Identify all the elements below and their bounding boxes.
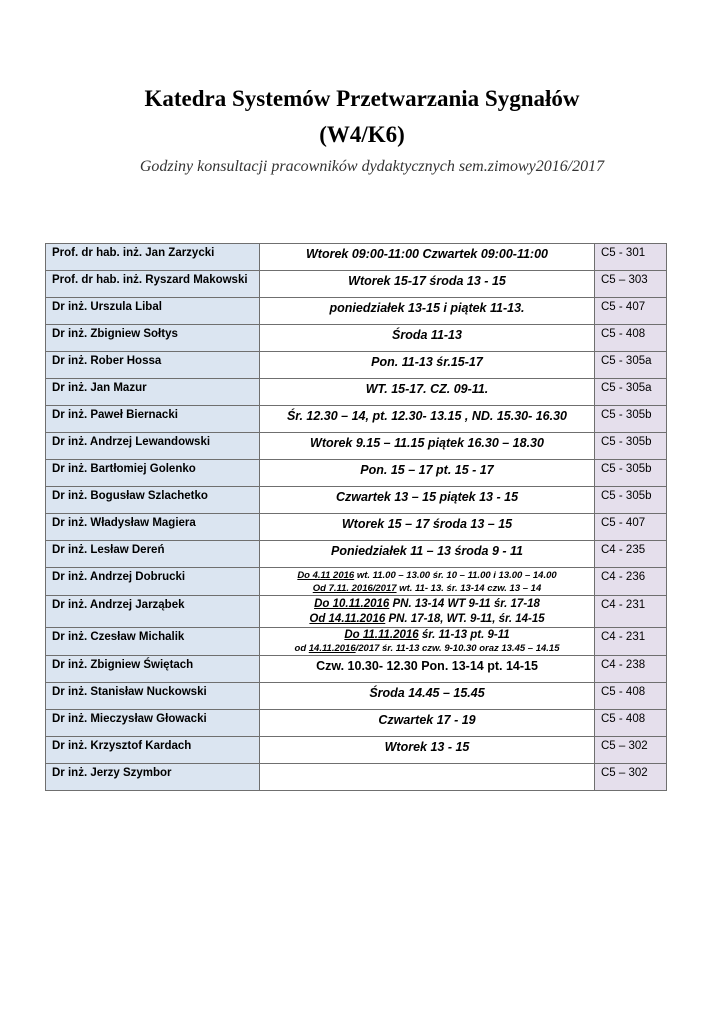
staff-name: Dr inż. Urszula Libal bbox=[46, 298, 260, 325]
staff-name: Dr inż. Bartłomiej Golenko bbox=[46, 460, 260, 487]
staff-name: Dr inż. Zbigniew Sołtys bbox=[46, 325, 260, 352]
staff-name: Dr inż. Czesław Michalik bbox=[46, 628, 260, 656]
table-row bbox=[46, 271, 667, 298]
room-number: C4 - 235 bbox=[595, 541, 667, 568]
room-number: C5 – 303 bbox=[595, 271, 667, 298]
table-row bbox=[46, 628, 667, 656]
consultation-hours: WT. 15-17. CZ. 09-11. bbox=[260, 379, 595, 406]
table-row bbox=[46, 656, 667, 683]
room-number: C5 - 305b bbox=[595, 487, 667, 514]
room-number: C5 - 305b bbox=[595, 433, 667, 460]
staff-name: Dr inż. Krzysztof Kardach bbox=[46, 737, 260, 764]
hours-period-prefix: od bbox=[294, 643, 309, 654]
staff-name: Dr inż. Andrzej Jarząbek bbox=[46, 596, 260, 628]
hours-period-start: Do 11.11.2016 bbox=[344, 629, 419, 641]
room-number: C5 - 408 bbox=[595, 710, 667, 737]
consultation-hours: Wtorek 9.15 – 11.15 piątek 16.30 – 18.30 bbox=[260, 433, 595, 460]
staff-name: Dr inż. Andrzej Dobrucki bbox=[46, 568, 260, 596]
consultation-hours bbox=[260, 764, 595, 791]
table-row bbox=[46, 352, 667, 379]
table-row bbox=[46, 710, 667, 737]
staff-name: Dr inż. Paweł Biernacki bbox=[46, 406, 260, 433]
table-row bbox=[46, 325, 667, 352]
consultation-hours: Śr. 12.30 – 14, pt. 12.30- 13.15 , ND. 15.30- 16.30 bbox=[260, 406, 595, 433]
hours-period-detail: PN. 13-14 WT 9-11 śr. 17-18 bbox=[389, 598, 540, 610]
room-number: C4 - 238 bbox=[595, 656, 667, 683]
room-number: C5 - 407 bbox=[595, 298, 667, 325]
staff-name: Dr inż. Mieczysław Głowacki bbox=[46, 710, 260, 737]
room-number: C5 - 305a bbox=[595, 379, 667, 406]
staff-name: Dr inż. Zbigniew Świętach bbox=[46, 656, 260, 683]
consultation-hours bbox=[260, 568, 595, 596]
table-row bbox=[46, 379, 667, 406]
consultation-hours: Pon. 11-13 śr.15-17 bbox=[260, 352, 595, 379]
table-row bbox=[46, 737, 667, 764]
room-number: C5 - 408 bbox=[595, 325, 667, 352]
consultation-hours: Środa 14.45 – 15.45 bbox=[260, 683, 595, 710]
staff-name: Dr inż. Lesław Dereń bbox=[46, 541, 260, 568]
staff-name: Dr inż. Władysław Magiera bbox=[46, 514, 260, 541]
room-number: C5 - 407 bbox=[595, 514, 667, 541]
hours-period-start: Do 4.11 2016 bbox=[297, 570, 355, 581]
consultation-hours: Czwartek 17 - 19 bbox=[260, 710, 595, 737]
hours-period-detail: śr. 11-13 pt. 9-11 bbox=[418, 629, 510, 641]
consultation-hours: Wtorek 15-17 środa 13 - 15 bbox=[260, 271, 595, 298]
table-row bbox=[46, 596, 667, 628]
room-number: C5 – 302 bbox=[595, 764, 667, 791]
staff-name: Dr inż. Bogusław Szlachetko bbox=[46, 487, 260, 514]
room-number: C4 - 231 bbox=[595, 628, 667, 656]
consultation-hours bbox=[260, 628, 595, 656]
room-number: C4 - 236 bbox=[595, 568, 667, 596]
staff-name: Dr inż. Jerzy Szymbor bbox=[46, 764, 260, 791]
table-row bbox=[46, 514, 667, 541]
staff-name: Dr inż. Stanisław Nuckowski bbox=[46, 683, 260, 710]
table-row bbox=[46, 568, 667, 596]
room-number: C5 - 305b bbox=[595, 406, 667, 433]
table-row bbox=[46, 298, 667, 325]
table-row bbox=[46, 764, 667, 791]
hours-period-start: Od 14.11.2016 bbox=[309, 613, 386, 625]
table-row bbox=[46, 541, 667, 568]
consultation-hours: Wtorek 15 – 17 środa 13 – 15 bbox=[260, 514, 595, 541]
table-row bbox=[46, 487, 667, 514]
consultation-hours: Wtorek 13 - 15 bbox=[260, 737, 595, 764]
hours-period-detail: /2017 śr. 11-13 czw. 9-10.30 oraz 13.45 – 14.15 bbox=[355, 643, 560, 654]
hours-period-detail: PN. 17-18, WT. 9-11, śr. 14-15 bbox=[385, 613, 545, 625]
consultation-hours: Wtorek 09:00-11:00 Czwartek 09:00-11:00 bbox=[260, 244, 595, 271]
document-subtitle: Godziny konsultacji pracowników dydaktycznych sem.zimowy2016/2017 bbox=[139, 158, 605, 175]
table-row bbox=[46, 244, 667, 271]
hours-period-start: Do 10.11.2016 bbox=[314, 598, 390, 610]
consultation-hours: Poniedziałek 11 – 13 środa 9 - 11 bbox=[260, 541, 595, 568]
staff-name: Dr inż. Rober Hossa bbox=[46, 352, 260, 379]
table-row bbox=[46, 683, 667, 710]
consultation-hours: Środa 11-13 bbox=[260, 325, 595, 352]
consultation-hours: Pon. 15 – 17 pt. 15 - 17 bbox=[260, 460, 595, 487]
hours-period-start: 14.11.2016 bbox=[308, 643, 356, 654]
consultation-hours: Czw. 10.30- 12.30 Pon. 13-14 pt. 14-15 bbox=[260, 656, 595, 683]
document-title-code: (W4/K6) bbox=[319, 122, 405, 147]
staff-name: Dr inż. Andrzej Lewandowski bbox=[46, 433, 260, 460]
hours-period-detail: wt. 11.00 – 13.00 śr. 10 – 11.00 i 13.00 – 14.00 bbox=[354, 570, 557, 581]
table-row bbox=[46, 406, 667, 433]
consultation-hours: poniedziałek 13-15 i piątek 11-13. bbox=[260, 298, 595, 325]
room-number: C5 – 302 bbox=[595, 737, 667, 764]
room-number: C5 - 305a bbox=[595, 352, 667, 379]
document-title: Katedra Systemów Przetwarzania Sygnałów bbox=[144, 86, 580, 111]
hours-period-detail: wt. 11- 13. śr. 13-14 czw. 13 – 14 bbox=[396, 583, 542, 594]
room-number: C4 - 231 bbox=[595, 596, 667, 628]
staff-name: Prof. dr hab. inż. Ryszard Makowski bbox=[46, 271, 260, 298]
room-number: C5 - 408 bbox=[595, 683, 667, 710]
hours-period-start: Od 7.11. 2016/2017 bbox=[312, 583, 397, 594]
staff-name: Prof. dr hab. inż. Jan Zarzycki bbox=[46, 244, 260, 271]
consultation-hours: Czwartek 13 – 15 piątek 13 - 15 bbox=[260, 487, 595, 514]
staff-name: Dr inż. Jan Mazur bbox=[46, 379, 260, 406]
room-number: C5 - 301 bbox=[595, 244, 667, 271]
consultation-hours-table bbox=[45, 243, 667, 791]
table-row bbox=[46, 460, 667, 487]
consultation-hours bbox=[260, 596, 595, 628]
table-row bbox=[46, 433, 667, 460]
room-number: C5 - 305b bbox=[595, 460, 667, 487]
